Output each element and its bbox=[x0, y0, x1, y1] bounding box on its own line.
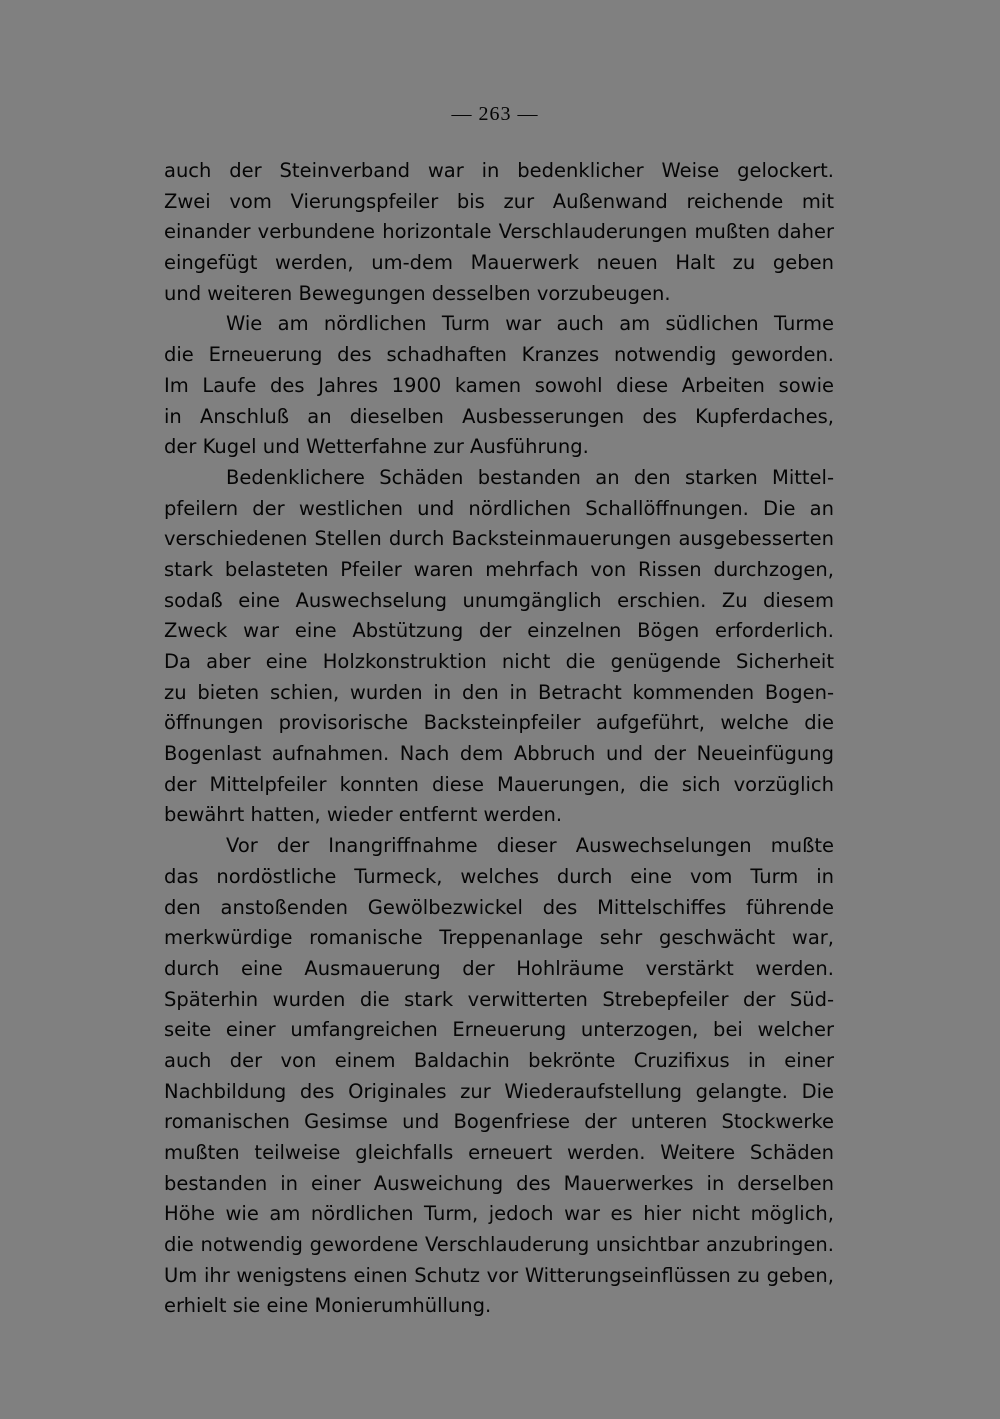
text-line: bewährt hatten, wieder entfernt werden. bbox=[164, 803, 563, 827]
text-line: Wie am nördlichen Turm war auch am südlichen Turme bbox=[226, 312, 834, 336]
text-line: einander verbundene horizontale Verschlauderungen mußten daher bbox=[164, 220, 834, 244]
text-line: der Kugel und Wetterfahne zur Ausführung. bbox=[164, 435, 589, 459]
text-line: Späterhin wurden die stark verwitterten Strebepfeiler der Süd- bbox=[164, 987, 834, 1011]
text-line: auch der Steinverband war in bedenklicher Weise gelockert. bbox=[164, 159, 834, 182]
text-line: Höhe wie am nördlichen Turm, jedoch war es hier nicht möglich, bbox=[164, 1202, 834, 1226]
text-line: Nachbildung des Originales zur Wiederaufstellung gelangte. Die bbox=[164, 1079, 834, 1103]
text-line: Im Laufe des Jahres 1900 kamen sowohl diese Arbeiten sowie bbox=[164, 373, 834, 397]
text-line: erhielt sie eine Monierumhüllung. bbox=[164, 1294, 492, 1318]
page-number: — 263 — bbox=[451, 103, 539, 125]
text-line: öffnungen provisorische Backsteinpfeiler aufgeführt, welche die bbox=[164, 711, 834, 735]
text-line: verschiedenen Stellen durch Backsteinmauerungen ausgebesserten bbox=[164, 527, 834, 551]
text-line: die notwendig gewordene Verschlauderung unsichtbar anzubringen. bbox=[164, 1233, 834, 1257]
text-line: Vor der Inangriffnahme dieser Auswechselungen mußte bbox=[226, 834, 834, 858]
text-line: eingefügt werden, um-dem Mauerwerk neuen Halt zu geben bbox=[164, 251, 834, 275]
text-line: durch eine Ausmauerung der Hohlräume verstärkt werden. bbox=[164, 956, 834, 980]
text-line: den anstoßenden Gewölbezwickel des Mittelschiffes führende bbox=[164, 895, 834, 919]
text-line: das nordöstliche Turmeck, welches durch eine vom Turm in bbox=[164, 864, 834, 888]
text-line: auch der von einem Baldachin bekrönte Cruzifixus in einer bbox=[164, 1048, 834, 1072]
text-line: in Anschluß an dieselben Ausbesserungen des Kupferdaches, bbox=[164, 404, 834, 428]
text-line: und weiteren Bewegungen desselben vorzubeugen. bbox=[164, 281, 671, 305]
text-line: Zweck war eine Abstützung der einzelnen Bögen erforderlich. bbox=[164, 619, 834, 643]
text-line: Bedenklichere Schäden bestanden an den starken Mittel- bbox=[226, 465, 834, 489]
text-line: seite einer umfangreichen Erneuerung unterzogen, bei welcher bbox=[164, 1018, 834, 1042]
text-line: zu bieten schien, wurden in den in Betracht kommenden Bogen- bbox=[164, 680, 834, 704]
text-line: Zwei vom Vierungspfeiler bis zur Außenwand reichende mit bbox=[164, 189, 834, 213]
text-line: Da aber eine Holzkonstruktion nicht die genügende Sicherheit bbox=[164, 650, 834, 673]
text-line: pfeilern der westlichen und nördlichen Schallöffnungen. Die an bbox=[164, 496, 834, 520]
text-line: Bogenlast aufnahmen. Nach dem Abbruch und der Neueinfügung bbox=[164, 742, 834, 766]
text-line: Um ihr wenigstens einen Schutz vor Witterungseinflüssen zu geben, bbox=[164, 1263, 834, 1287]
text-line: bestanden in einer Ausweichung des Mauerwerkes in derselben bbox=[164, 1171, 834, 1195]
text-line: mußten teilweise gleichfalls erneuert werden. Weitere Schäden bbox=[164, 1141, 834, 1164]
text-line: romanischen Gesimse und Bogenfriese der unteren Stockwerke bbox=[164, 1110, 834, 1134]
text-line: merkwürdige romanische Treppenanlage sehr geschwächt war, bbox=[164, 926, 834, 950]
text-line: sodaß eine Auswechselung unumgänglich erschien. Zu diesem bbox=[164, 588, 834, 612]
text-line: die Erneuerung des schadhaften Kranzes notwendig geworden. bbox=[164, 343, 834, 367]
text-line: der Mittelpfeiler konnten diese Mauerungen, die sich vorzüglich bbox=[164, 772, 834, 796]
text-line: stark belasteten Pfeiler waren mehrfach von Rissen durchzogen, bbox=[164, 557, 834, 581]
body-text bbox=[164, 156, 834, 1322]
